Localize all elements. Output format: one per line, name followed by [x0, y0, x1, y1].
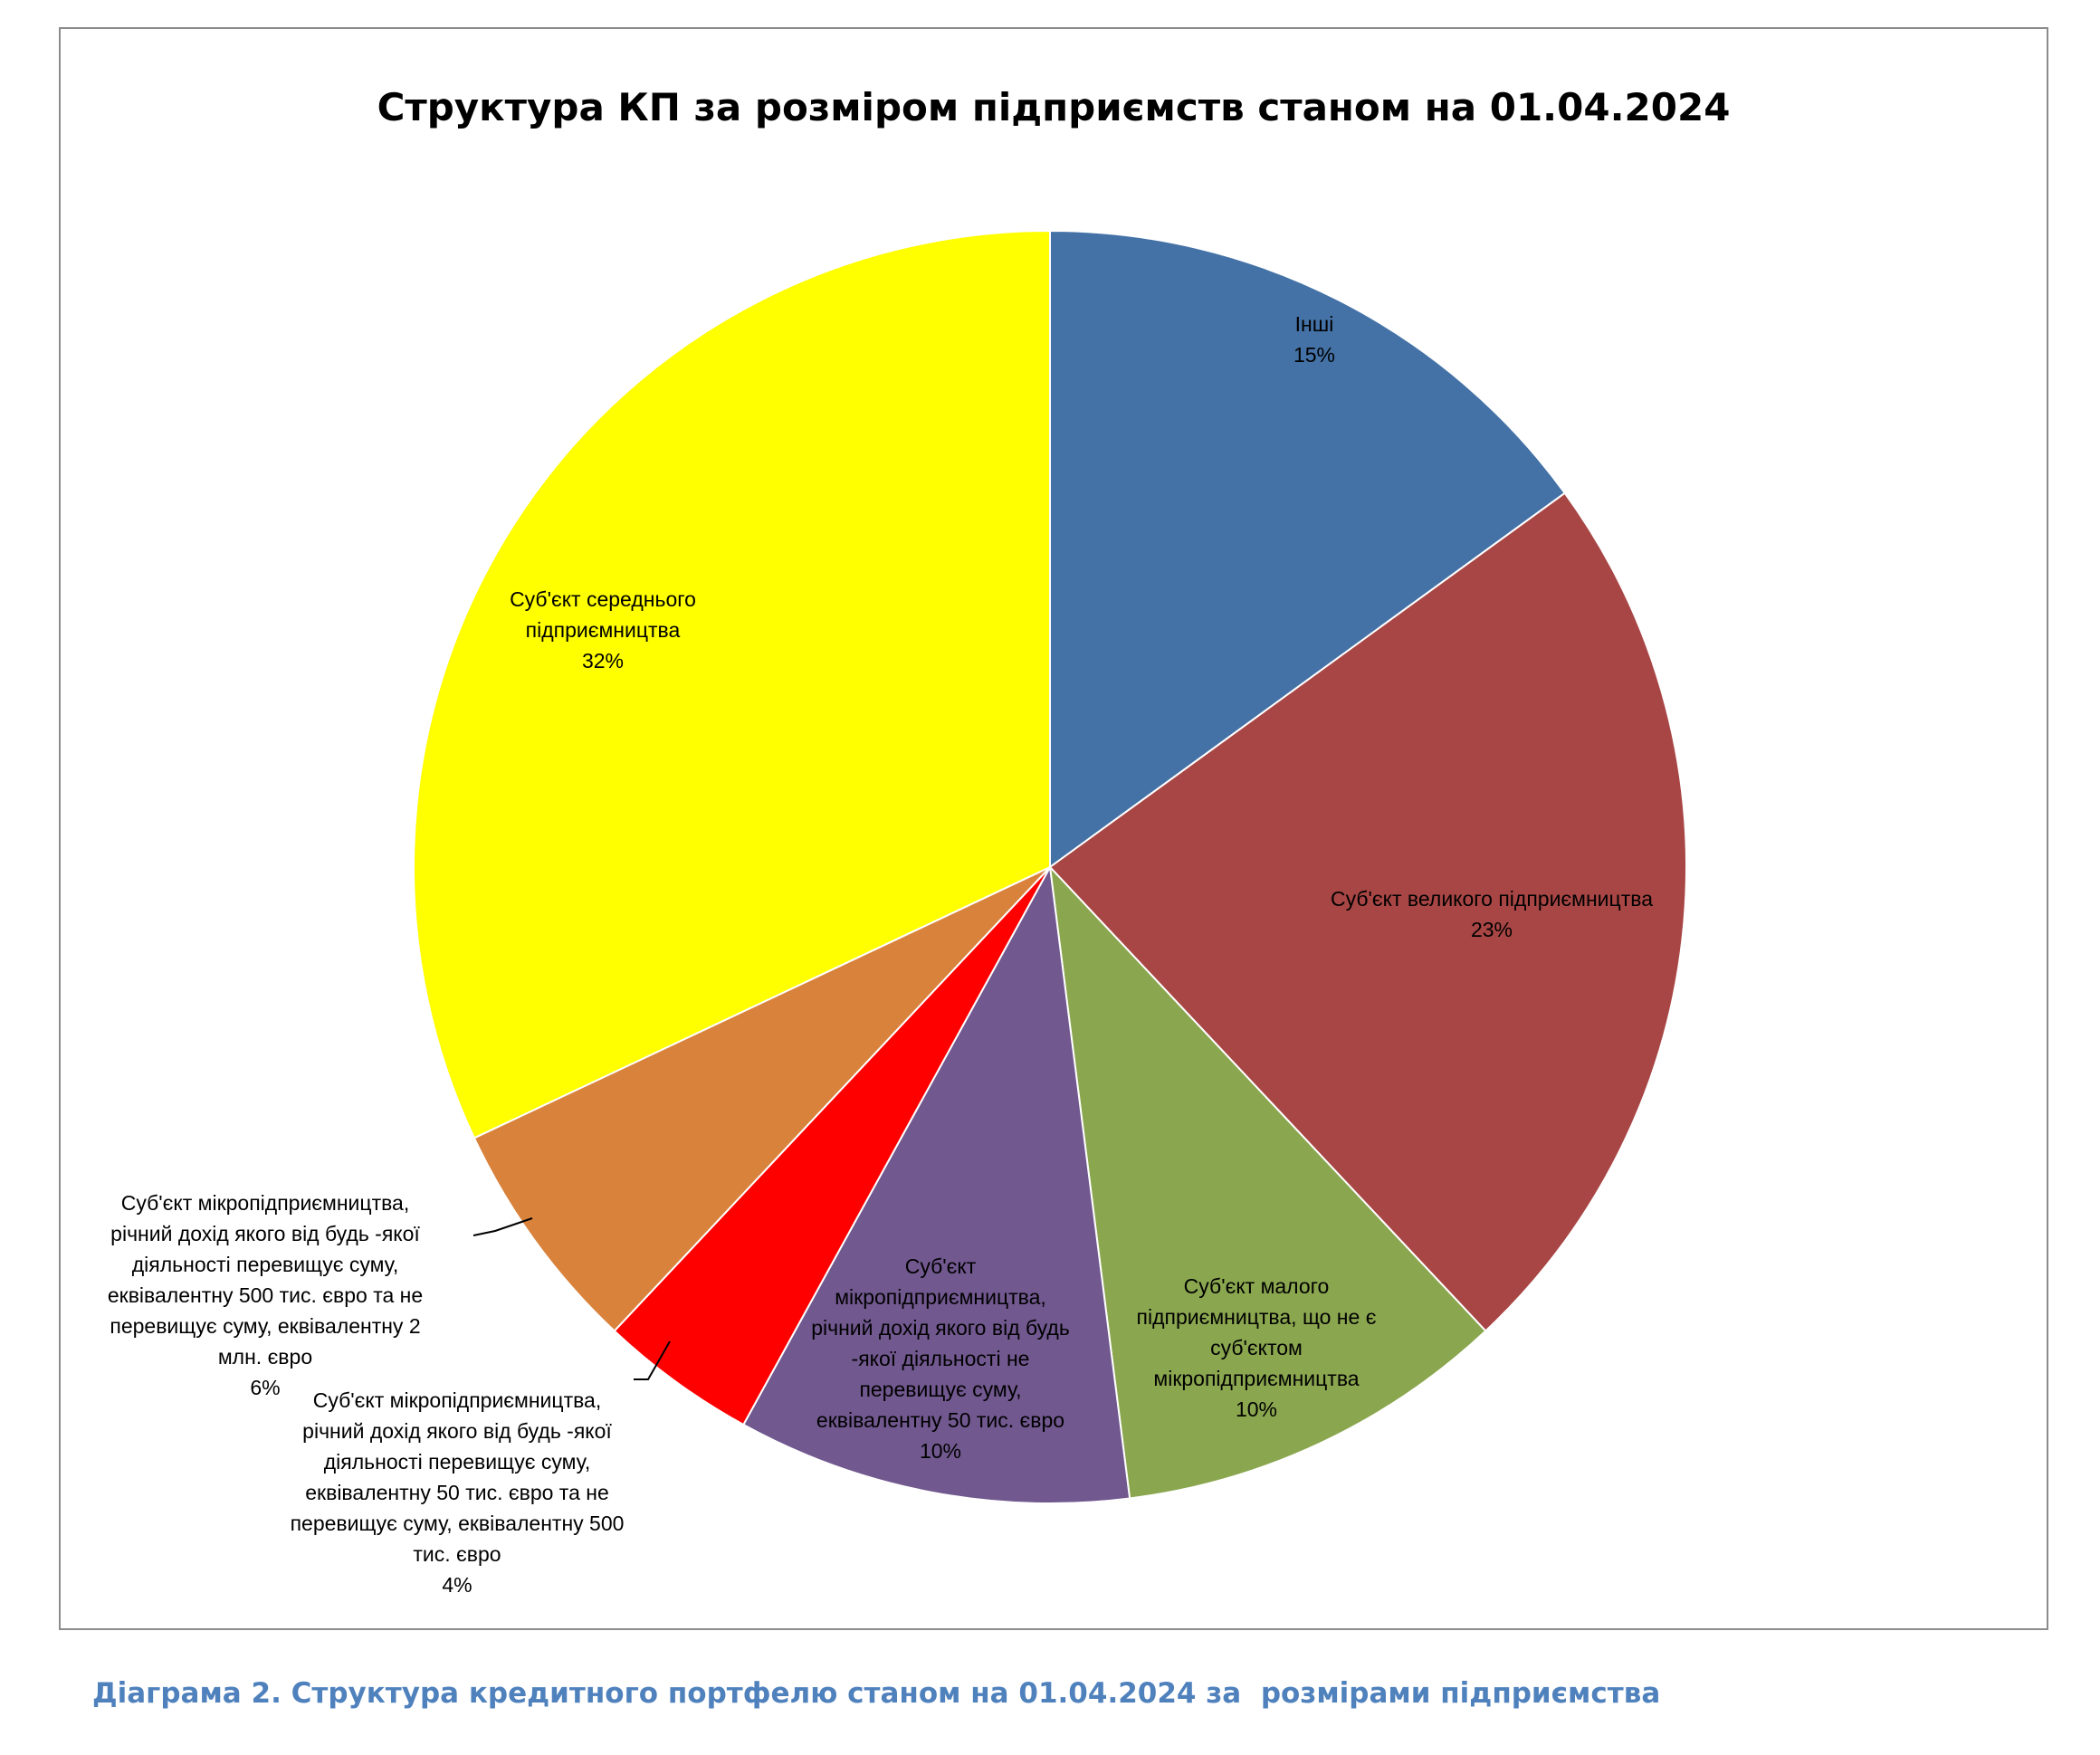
slice-percent: 32%: [581, 649, 625, 672]
slice-percent: 15%: [1293, 343, 1336, 367]
slice-label-line: млн. євро: [217, 1345, 313, 1369]
slice-label-line: підприємництва: [525, 618, 681, 642]
figure-caption: Діаграма 2. Структура кредитного портфелю станом на 01.04.2024 за розмірами підприємства: [92, 1677, 1661, 1710]
slice-label-line: Інші: [1294, 312, 1334, 336]
leader-line-6: [473, 1218, 532, 1235]
slice-percent: 10%: [1235, 1397, 1278, 1421]
slice-label-line: еквівалентну 500 тис. євро та не: [107, 1283, 424, 1307]
slice-label-line: підприємництва, що не є: [1136, 1305, 1377, 1329]
slice-label-5: [291, 1388, 625, 1597]
slice-label-line: перевищує суму,: [859, 1378, 1022, 1401]
slice-percent: 4%: [442, 1573, 472, 1597]
slice-label-line: мікропідприємництва: [1153, 1367, 1360, 1390]
slice-label-line: перевищує суму, еквівалентну 500: [290, 1512, 625, 1535]
slice-label-line: річний дохід якого від будь: [811, 1316, 1070, 1340]
slice-label-line: річний дохід якого від будь -якої: [110, 1222, 420, 1245]
slice-label-6: [108, 1191, 423, 1399]
slice-label-line: діяльності перевищує суму,: [323, 1450, 591, 1474]
slice-label-line: -якої діяльності не: [851, 1347, 1030, 1370]
slice-label-line: Суб'єкт малого: [1183, 1274, 1330, 1298]
slice-percent: 23%: [1470, 918, 1513, 941]
slice-label-line: еквівалентну 50 тис. євро: [816, 1408, 1065, 1432]
slice-label-line: мікропідприємництва,: [835, 1285, 1046, 1309]
slice-label-line: перевищує суму, еквівалентну 2: [110, 1314, 421, 1338]
slice-label-line: Суб'єкт: [904, 1254, 977, 1278]
slice-label-line: еквівалентну 50 тис. євро та не: [305, 1481, 609, 1504]
slice-label-line: суб'єктом: [1210, 1336, 1303, 1359]
slice-label-line: річний дохід якого від будь -якої: [302, 1419, 612, 1443]
slice-label-line: тис. євро: [413, 1542, 501, 1566]
pie-slices: [414, 231, 1686, 1503]
slice-label-line: Суб'єкт мікропідприємництва,: [312, 1388, 602, 1412]
slice-label-line: Суб'єкт мікропідприємництва,: [120, 1191, 410, 1215]
slice-label-line: Суб'єкт середнього: [510, 587, 696, 611]
slice-label-line: діяльності перевищує суму,: [131, 1253, 399, 1276]
chart-title: Структура КП за розміром підприємств станом на 01.04.2024: [377, 85, 1731, 129]
slice-percent: 6%: [250, 1376, 281, 1399]
slice-label-line: Суб'єкт великого підприємництва: [1331, 887, 1653, 911]
slice-percent: 10%: [919, 1439, 962, 1463]
